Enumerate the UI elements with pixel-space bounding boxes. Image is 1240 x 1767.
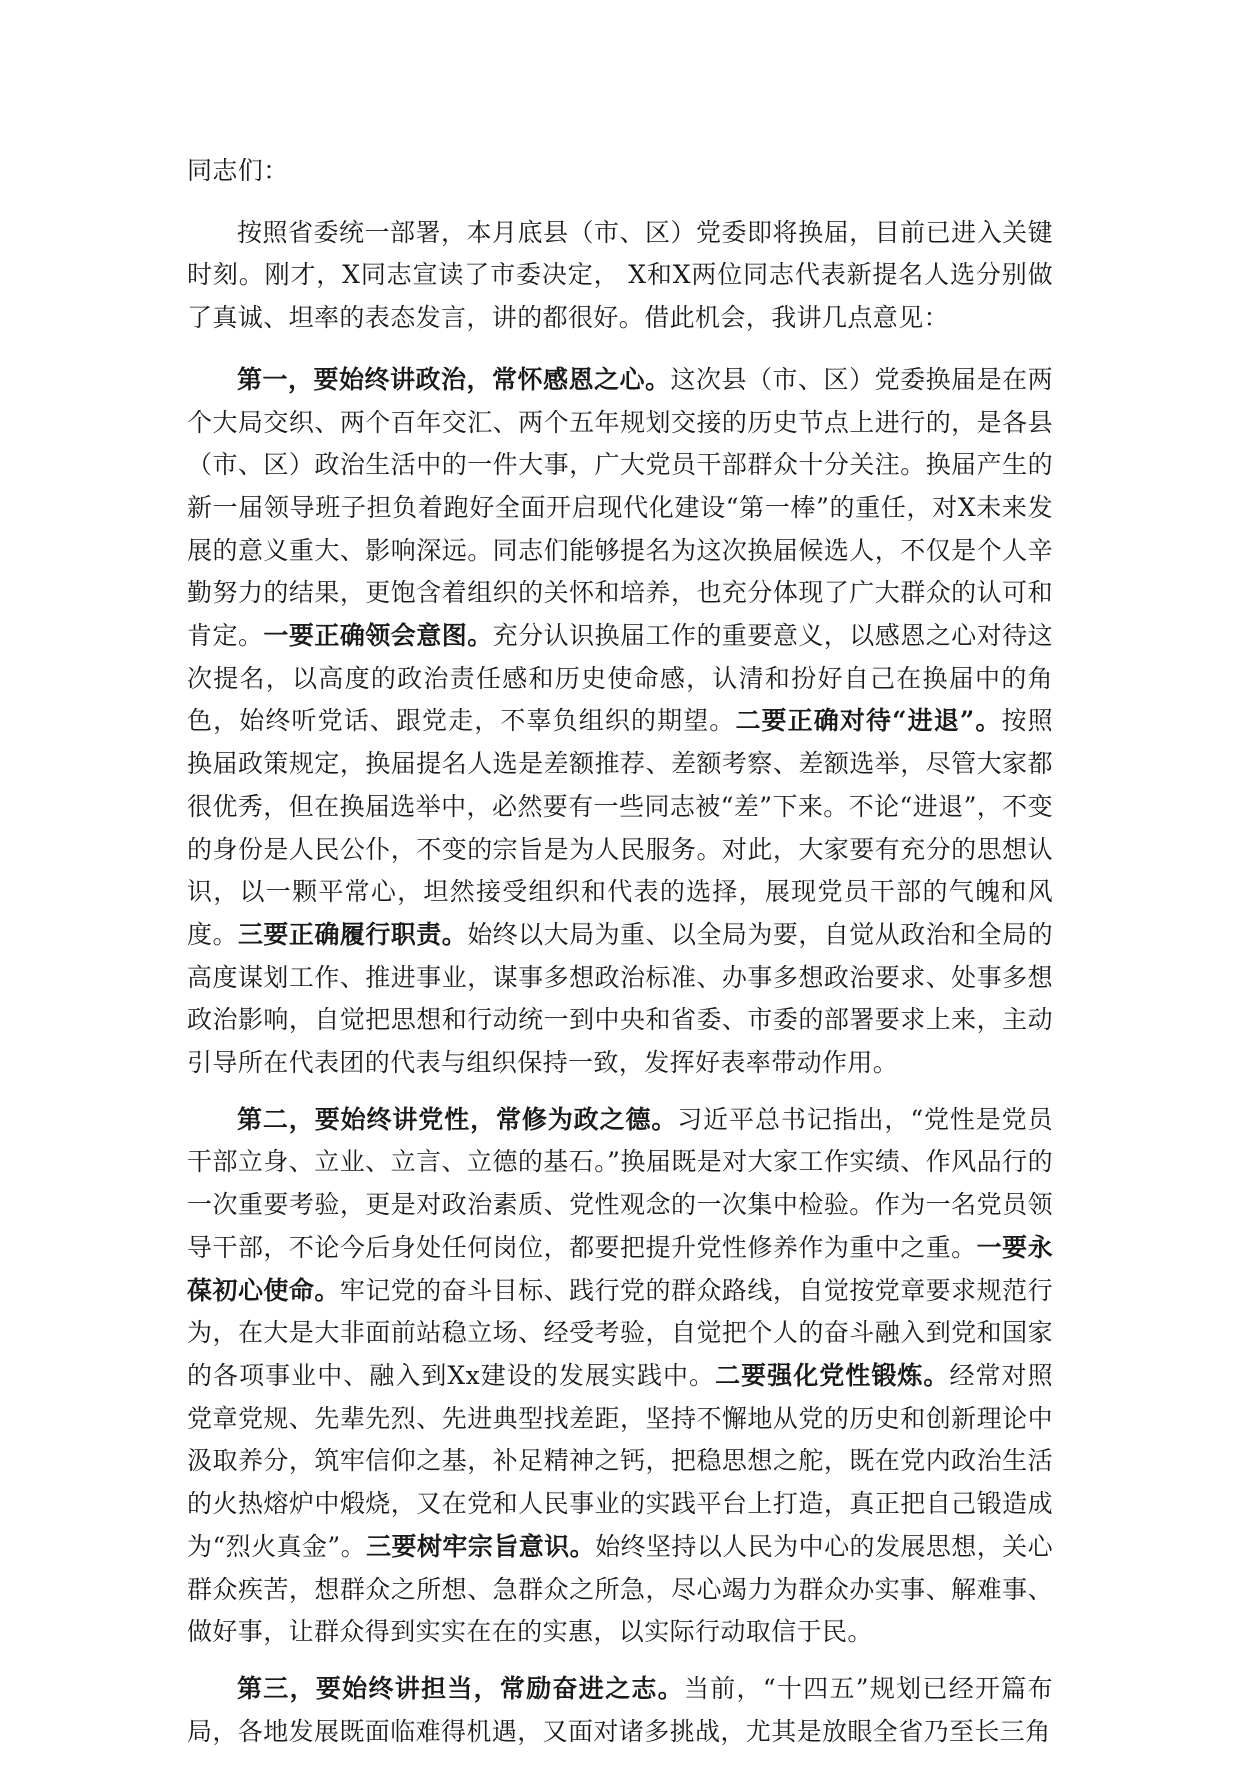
section-1-heading: 第一，要始终讲政治，常怀感恩之心。 <box>237 364 671 394</box>
section-3-heading: 第三，要始终讲担当，常励奋进之志。 <box>237 1673 684 1703</box>
section-1-point-2-body: 按照换届政策规定，换届提名人选是差额推荐、差额考察、差额选举，尽管大家都很优秀，但在换届选举中，必然要有一些同志被“差”下来。不论“进退”，不变的身份是人民公仆，不变的宗旨是为人民服务。对此，大家要有充分的思想认识，以一颗平常心，坦然接受组织和代表的选择，展现党员干部的气魄和风度。 <box>187 706 1053 949</box>
section-2-heading: 第二，要始终讲党性，常修为政之德。 <box>237 1104 678 1134</box>
section-2-point-2-title: 二要强化党性锻炼。 <box>715 1360 950 1390</box>
section-3-paragraph <box>187 1668 1053 1753</box>
section-2-point-3-body: 始终坚持以人民为中心的发展思想，关心群众疾苦，想群众之所想、急群众之所急，尽心竭力为群众办实事、解难事、做好事，让群众得到实实在在的实惠，以实际行动取信于民。 <box>187 1531 1054 1647</box>
section-2-point-1-title: 一要永葆初心使命。 <box>187 1232 1054 1305</box>
section-1-paragraph <box>187 359 1053 1085</box>
section-2-paragraph <box>187 1099 1053 1654</box>
section-2-point-1-body: 牢记党的奋斗目标、践行党的群众路线，自觉按党章要求规范行为，在大是大非面前站稳立场、经受考验，自觉把个人的奋斗融入到党和国家的各项事业中、融入到Xx建设的发展实践中。 <box>187 1275 1054 1390</box>
salutation: 同志们： <box>187 156 289 185</box>
section-2-point-2-body: 经常对照党章党规、先辈先烈、先进典型找差距，坚持不懈地从党的历史和创新理论中汲取养分，筑牢信仰之基，补足精神之钙，把稳思想之舵，既在党内政治生活的火热熔炉中煅烧，又在党和人民事业的实践平台上打造，真正把自己锻造成为“烈火真金”。 <box>187 1360 1053 1561</box>
section-1-point-1-title: 一要正确领会意图。 <box>263 621 493 651</box>
section-2-point-3-title: 三要树牢宗旨意识。 <box>366 1531 596 1561</box>
section-1-point-3-body: 始终以大局为重、以全局为要，自觉从政治和全局的高度谋划工作、推进事业，谋事多想政治标准、办事多想政治要求、处事多想政治影响，自觉把思想和行动统一到中央和省委、市委的部署要求上来，主动引导所在代表团的代表与组织保持一致，发挥好表率带动作用。 <box>187 919 1053 1078</box>
section-1-point-1-body: 充分认识换届工作的重要意义，以感恩之心对待这次提名，以高度的政治责任感和历史使命感，认清和扮好自己在换届中的角色，始终听党话、跟党走，不辜负组织的期望。 <box>187 621 1053 736</box>
intro-paragraph: 按照省委统一部署，本月底县（市、区）党委即将换届，目前已进入关键时刻。刚才，X同志宣读了市委决定， X和X两位同志代表新提名人选分别做了真诚、坦率的表态发言，讲的都很好。借此机会，我讲几点意见： <box>187 217 1053 333</box>
section-1-body: 这次县（市、区）党委换届是在两个大局交织、两个百年交汇、两个五年规划交接的历史节点上进行的，是各县（市、区）政治生活中的一件大事，广大党员干部群众十分关注。换届产生的新一届领导班子担负着跑好全面开启现代化建设“第一棒”的重任，对X未来发展的意义重大、影响深远。同志们能够提名为这次换届候选人，不仅是个人辛勤努力的结果，更饱含着组织的关怀和培养，也充分体现了广大群众的认可和肯定。 <box>187 364 1053 651</box>
document-page <box>187 150 1053 1767</box>
section-2-body: 习近平总书记指出，“党性是党员干部立身、立业、立言、立德的基石。”换届既是对大家工作实绩、作风品行的一次重要考验，更是对政治素质、党性观念的一次集中检验。作为一名党员领导干部，不论今后身处任何岗位，都要把提升党性修养作为重中之重。 <box>187 1104 1053 1262</box>
section-1-point-2-title: 二要正确对待“进退”。 <box>735 706 1002 736</box>
section-1-point-3-title: 三要正确履行职责。 <box>237 919 468 949</box>
section-3-body: 当前，“十四五”规划已经开篇布局，各地发展既面临难得机遇，又面对诸多挑战，尤其是放眼全省乃至长三角 <box>187 1673 1053 1746</box>
